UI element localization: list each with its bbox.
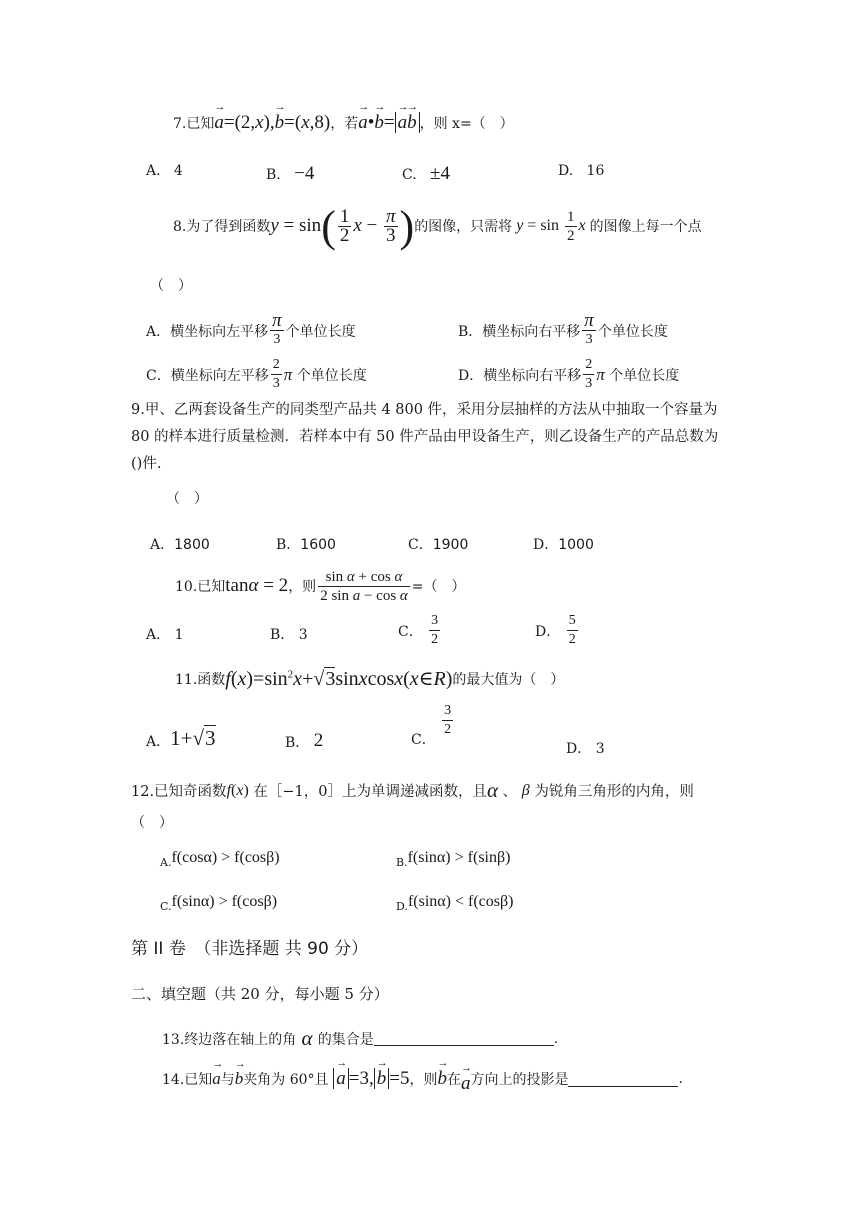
q10-option-c: C． $\frac{3}{2}$ [398,613,439,647]
q12-option-d: D. f(sinα) < f(cosβ) [396,892,514,913]
q7-number: 7.已知 [173,116,215,132]
q10-option-d: D． $\frac{5}{2}$ [535,613,576,647]
q10-ask: =（ ） [411,579,466,595]
q7-cond-text: ，若 [330,116,359,132]
q8-number: 8.为了得到函数 [173,219,271,235]
q7-dot-formula: → a•→ b=→ a→ b [358,112,419,133]
q11-option-c: C． $\frac{3}{2}$ [411,703,452,748]
q8-paren: （ ） [150,278,192,294]
q10-expression: $\frac{\text{sin α + cos α}}{\text{2 sin a − cos α}}$ [320,568,408,604]
q9-option-c: C．1900 [408,537,469,553]
q11-ask: 的最大值为（ ） [452,671,565,688]
q8-option-c: C． 横坐标向左平移 $\frac{2}{3}$ π 个单位长度 [146,357,367,391]
question-8 [173,198,702,254]
q10-given: tanα = 2 [225,575,289,596]
q13-answer-blank[interactable] [374,1031,554,1046]
q14-vector-a: → a [212,1069,221,1089]
q9-option-b: B．1600 [276,537,336,553]
q14-answer-blank[interactable] [568,1072,678,1087]
section-fill-in-blank: 二、填空题（共 20 分，每小题 5 分） [131,985,389,1003]
q9-paren: （ ） [166,491,208,507]
q9-line-2: 80 的样本进行质量检测．若样本中有 50 件产品由甲设备生产，则乙设备生产的产品总数为 [131,429,719,445]
q11-function: $f(x)=\sin^2x+√3sinxcosx(x\in R)$ [225,668,453,690]
q10-cond-text: ，则 [288,579,317,595]
q11-option-d: D． 3 [566,741,605,757]
q7-option-c: C. ±4 [402,163,450,184]
question-11 [175,666,564,691]
q12-number: 12.已知奇函数 [131,784,227,800]
q14-magnitudes: → a =3,→ b =5 [329,1068,410,1090]
q12-beta: β [521,781,530,799]
q7-vectors-formula: → a=(2,x),→ b=(x,8) [214,112,330,133]
q10-option-b: B． 3 [270,627,308,643]
q12-option-c: C. f(sinα) > f(cosβ) [160,892,278,913]
q8-mid-text: 的图像，只需将 [414,219,513,235]
q7-option-a: A. 4 [146,163,183,179]
q9-option-d: D．1000 [533,537,594,553]
q14-vector-b: → b [235,1069,244,1089]
question-10 [175,566,466,606]
q8-tail-text: 的图像上每一个点 [589,219,702,235]
q8-target-function: y = sin ( $\frac{1}{2}$ x − $\frac{\pi}{3}$ ) [270,201,415,251]
q11-option-b: B． 2 [285,730,324,751]
part-2-heading: 第 II 卷 （非选择题 共 90 分） [131,939,369,959]
q9-option-a: A．1800 [150,537,210,553]
q8-source-function: y = sin $\frac{1}{2}$ x [516,208,586,244]
q12-option-a: A. f(cosα) > f(cosβ) [160,848,280,869]
q8-option-b: B． 横坐标向右平移 $\frac{\pi}{3}$ 个单位长度 [458,310,668,347]
question-12-line-1: 12.已知奇函数 f(x) 在［−1，0］上为单调递减函数，且 α 、 β 为锐角三角形的内角，则 [131,778,694,802]
q13-alpha: α [296,1026,318,1050]
q10-number: 10.已知 [175,579,226,595]
q12-paren: （ ） [131,815,173,831]
q7-option-d: D. 16 [558,163,605,179]
q9-line-3: ()件. [131,456,162,472]
question-13: 13.终边落在轴上的角 α 的集合是 . [162,1026,559,1050]
q11-option-a: A． 1+√3 [146,726,216,750]
q12-function-f: f(x) [226,781,249,799]
q9-line-1: 9.甲、乙两套设备生产的同类型产品共 4 800 件，采用分层抽样的方法从中抽取一个容量为 [131,402,718,418]
q7-ask: ，则 x=（ ） [419,116,514,132]
q12-alpha: α [487,778,499,802]
q12-option-b: B. f(sinα) > f(sinβ) [396,848,511,869]
question-7 [173,112,514,134]
q8-option-d: D． 横坐标向右平移 $\frac{2}{3}$ π 个单位长度 [458,357,680,391]
q11-number: 11.函数 [175,671,226,688]
q8-option-a: A． 横坐标向左平移 $\frac{\pi}{3}$ 个单位长度 [146,310,356,347]
question-14: 14.已知 → a 与 → b 夹角为 60°且 → a =3,→ b =5 ，则 → b 在 → a 方向上的投影是 . [162,1068,683,1090]
q10-option-a: A． 1 [146,627,184,643]
q7-option-b: B. −4 [266,163,315,184]
